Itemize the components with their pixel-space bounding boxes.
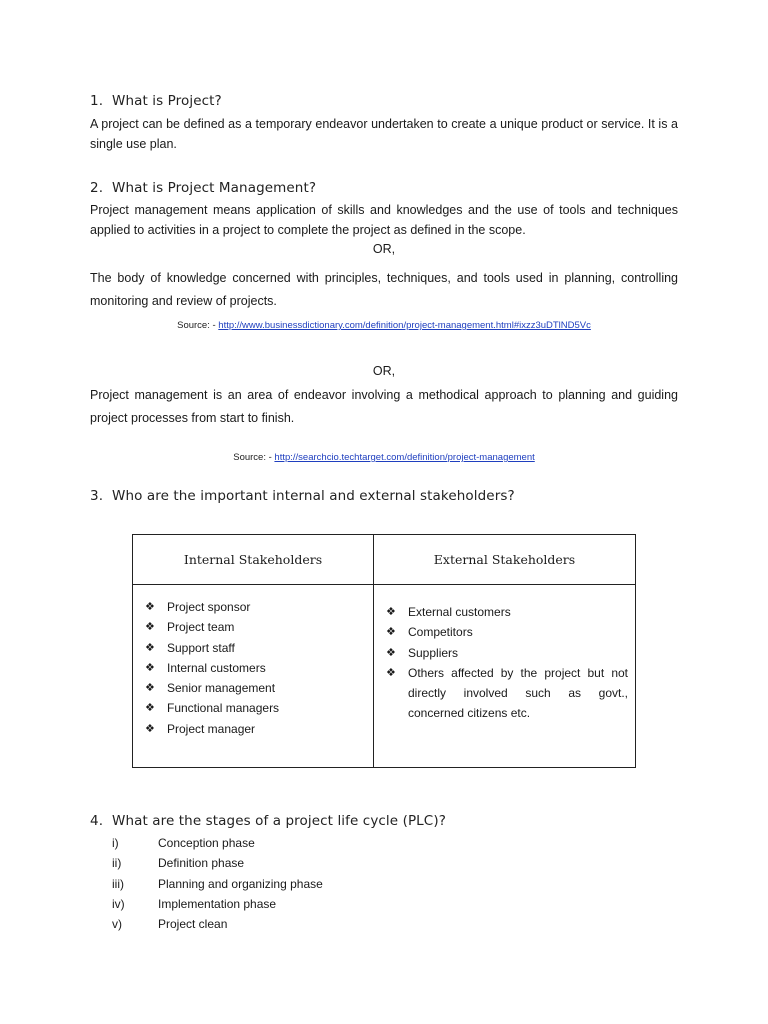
stage-number: v)	[112, 917, 122, 932]
diamond-bullet-icon: ❖	[145, 681, 155, 695]
internal-list	[133, 585, 373, 739]
list-item: ❖ Project team	[145, 617, 373, 637]
question-number: 4.	[90, 813, 104, 829]
stage-number: i)	[112, 836, 119, 850]
question-1-heading	[90, 93, 222, 109]
q1-answer: A project can be defined as a temporary endeavor undertaken to create a unique product or service. It is a single use plan.	[90, 117, 678, 151]
list-item: ❖ Project manager	[145, 719, 373, 739]
q2-definition-1: Project management means application of skills and knowledges and the use of tools and techniques applied to activities in a project to complete the project as defined in the scope.	[90, 203, 678, 237]
diamond-bullet-icon: ❖	[386, 605, 396, 618]
diamond-bullet-icon: ❖	[145, 600, 155, 613]
stage-number: ii)	[112, 856, 122, 871]
list-item: ❖ Senior management	[145, 678, 373, 698]
source-1-link[interactable]: http://www.businessdictionary.com/definition/project-management.html#ixzz3uDTlND5Vc	[218, 320, 591, 331]
external-header: External Stakeholders	[374, 535, 636, 585]
diamond-bullet-icon: ❖	[145, 660, 155, 674]
stage-number: iii)	[112, 876, 124, 891]
list-item: ❖ Competitors	[386, 622, 628, 642]
question-title: What is Project?	[112, 93, 222, 109]
or-separator-1: OR,	[372, 242, 396, 256]
stage-label: Implementation phase	[158, 896, 277, 911]
list-item: ❖ Functional managers	[145, 698, 373, 718]
list-item: ❖ Support staff	[145, 638, 373, 658]
diamond-bullet-icon: ❖	[145, 701, 155, 715]
question-number: 3.	[90, 488, 104, 504]
diamond-bullet-icon: ❖	[145, 640, 155, 654]
stage-label: Definition phase	[158, 856, 245, 871]
list-item: ❖ Project sponsor	[145, 597, 373, 617]
stage-label: Conception phase	[158, 836, 255, 850]
diamond-bullet-icon: ❖	[386, 625, 396, 639]
internal-header: Internal Stakeholders	[133, 535, 374, 585]
list-item: ❖ Others affected by the project but not directly involved such as govt., concerned citizens etc.	[386, 663, 628, 724]
source-2-link[interactable]: http://searchcio.techtarget.com/definition/project-management	[274, 452, 535, 463]
stage-label: Project clean	[158, 917, 228, 932]
list-item: ❖ Suppliers	[386, 643, 628, 663]
external-list	[374, 585, 635, 724]
stakeholders-table	[132, 534, 636, 768]
diamond-bullet-icon: ❖	[386, 645, 396, 659]
stage-number: iv)	[112, 896, 125, 911]
question-number: 1.	[90, 93, 104, 109]
diamond-bullet-icon: ❖	[145, 721, 155, 735]
question-number: 2.	[90, 180, 104, 196]
internal-cell	[133, 585, 374, 768]
list-item: ❖ External customers	[386, 602, 628, 622]
source-label: Source: -	[233, 452, 272, 463]
stage-label: Planning and organizing phase	[158, 876, 323, 891]
or-separator-2: OR,	[372, 364, 396, 378]
question-3-heading	[90, 488, 515, 504]
source-2	[0, 452, 768, 463]
source-label: Source: -	[177, 320, 216, 331]
diamond-bullet-icon: ❖	[386, 665, 396, 679]
diamond-bullet-icon: ❖	[145, 620, 155, 634]
question-2-heading	[90, 180, 316, 196]
list-item: ❖ Internal customers	[145, 658, 373, 678]
question-title: Who are the important internal and external stakeholders?	[112, 488, 515, 504]
q2-definition-2: The body of knowledge concerned with principles, techniques, and tools used in planning, controlling monitoring and review of projects.	[90, 271, 678, 308]
question-title: What is Project Management?	[112, 180, 317, 196]
question-title: What are the stages of a project life cycle (PLC)?	[112, 813, 446, 829]
external-cell	[374, 585, 636, 768]
question-4-heading	[90, 813, 446, 829]
source-1	[0, 320, 768, 331]
q2-definition-3: Project management is an area of endeavor involving a methodical approach to planning and guiding project processes from start to finish.	[90, 388, 678, 425]
